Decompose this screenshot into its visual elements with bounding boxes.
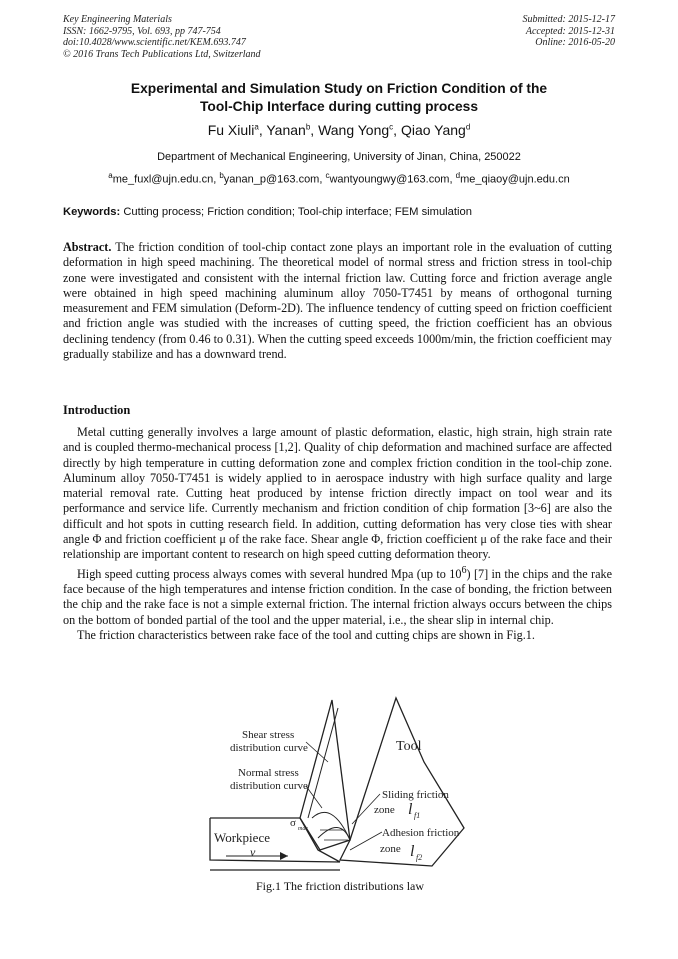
title-line-2: Tool-Chip Interface during cutting process	[200, 99, 478, 114]
accepted-date: Accepted: 2015-12-31	[525, 25, 615, 37]
abstract	[63, 240, 612, 362]
author-name: Fu Xiuli	[207, 122, 255, 138]
author-name: Qiao Yang	[400, 122, 466, 138]
tool-outline	[340, 698, 464, 866]
author-name: Wang Yong	[318, 122, 390, 138]
friction-figure	[200, 690, 480, 880]
abstract-label: Abstract.	[63, 240, 112, 254]
title-line-1: Experimental and Simulation Study on Friction Condition of the	[130, 81, 548, 96]
author-marker: b	[305, 122, 311, 132]
shear-pointer-line	[306, 742, 328, 762]
intro-paragraph-2	[63, 563, 612, 628]
online-date: Online: 2016-05-20	[535, 37, 615, 48]
email-marker: b	[219, 171, 224, 180]
author-list: Fu Xiuli$^a$, Yanan$^b$, Wang Yong$^c$, Qiao Yang$^d$	[207, 122, 471, 138]
issn-line: ISSN: 1662-9795, Vol. 693, pp 747-754	[63, 25, 221, 37]
workpiece-label: Workpiece	[214, 830, 270, 845]
journal-header-right	[523, 14, 616, 49]
intro-paragraph-3: The friction characteristics between rake face of the tool and cutting chips are shown in Fig.1.	[77, 627, 535, 642]
velocity-arrow-head	[280, 852, 288, 860]
exponent: 6	[461, 564, 467, 576]
copyright-line: © 2016 Trans Tech Publications Ltd, Switzerland	[63, 48, 261, 60]
lf2-symbol: l	[410, 843, 415, 860]
author-marker: a	[254, 122, 259, 132]
affiliation: Department of Mechanical Engineering, University of Jinan, China, 250022	[157, 151, 521, 163]
email-address[interactable]: yanan_p@163.com	[223, 173, 320, 186]
lf1-subscript: f1	[414, 811, 421, 820]
tool-label: Tool	[396, 739, 422, 754]
normal-label-1: Normal stress	[238, 767, 299, 779]
sigma-subscript: max	[298, 826, 308, 832]
author-name: Yanan	[266, 122, 306, 138]
adhesion-pointer-line	[350, 832, 382, 850]
keywords	[63, 206, 472, 218]
email-marker: d	[455, 171, 461, 180]
velocity-label: v	[250, 845, 256, 859]
section-heading-introduction: Introduction	[63, 403, 131, 417]
email-list: $^a$me_fuxl@ujn.edu.cn, $^b$yanan_p@163.com, $^c$wantyoungwy@163.com, $^d$me_qiaoy@ujn.edu.cn	[108, 171, 570, 186]
submitted-date: Submitted: 2015-12-17	[522, 14, 615, 25]
normal-pointer-line	[306, 786, 322, 808]
shear-label-2: distribution curve	[230, 742, 308, 754]
intro-paragraph-1: Metal cutting generally involves a large amount of plastic deformation, elastic, high strain, high strain rate and is coupled thermo-mechanical process [1,2]. Quality of chip deformation and machined surface are affected directly by high temperature in cutting deformation zone and complex friction condition in the tool-chip zone. Aluminum alloy 7050-T7451 is widely applied to in aerospace industry with high surface quality and large material removal rate. Cutting heat produced by intense friction directly impact on tool wear and its performance and service life. Currently mechanism and friction condition of chip formation [3~6] are also the difficult and hot spots in cutting research field. In addition, cutting deformation has very close ties with shear angle Φ and friction coefficient μ of the rake face. Shear angle Φ, friction coefficient μ of the rake face and their relationship are important content to research on high speed cutting deformation theory.	[63, 425, 612, 562]
journal-header-left	[63, 14, 261, 60]
sigma-label: σ	[290, 817, 296, 829]
keywords-text: Cutting process; Friction condition; Tool-chip interface; FEM simulation	[123, 206, 472, 218]
sliding-label-2: zone	[374, 804, 395, 816]
keywords-label: Keywords:	[63, 206, 121, 218]
sliding-label-1: Sliding friction	[382, 789, 449, 801]
figure-caption: Fig.1 The friction distributions law	[255, 879, 425, 893]
chip-inner-line	[308, 708, 338, 818]
shear-stress-curve	[318, 827, 350, 840]
paper-title	[40, 80, 638, 116]
intro-p2-part-b: ) [7] in the chips and the rake face because of the high temperatures and intense friction condition. In the case of bonding, the friction between the chip and the rake face is not a simple external friction. The internal friction always occurs between the chips on the bottom of bonded partial of the tool and the upper material, i.e., the shear slip in internal chip.	[63, 566, 612, 627]
lf1-symbol: l	[408, 801, 413, 818]
introduction-body	[63, 425, 612, 643]
email-address[interactable]: me_fuxl@ujn.edu.cn	[112, 173, 214, 186]
abstract-text: The friction condition of tool-chip contact zone plays an important role in the evaluation of cutting deformation in high speed machining. The theoretical model of normal stress and friction stress in tool-chip zone were investigated and consistent with the internal friction law. Cutting force and friction average angle were obtained in high speed machining aluminum alloy 7050-T7451 by means of orthogonal turning measurement and FEM simulation (Deform-2D). The influence tendency of cutting speed on friction coefficient and friction angle was studied with the increases of cutting speed, the friction coefficient has an obvious declining tendency (from 0.46 to 0.31). When the cutting speed exceeds 1000m/min, the friction coefficient may gradually stabilize and has a downward trend.	[63, 240, 612, 362]
email-marker: c	[325, 171, 330, 180]
adhesion-label-2: zone	[380, 843, 401, 855]
normal-stress-curve	[312, 812, 350, 840]
email-address[interactable]: wantyoungwy@163.com	[329, 173, 450, 186]
author-marker: d	[465, 122, 471, 132]
email-address[interactable]: me_qiaoy@ujn.edu.cn	[460, 173, 570, 186]
adhesion-label-1: Adhesion friction	[382, 827, 460, 839]
intro-p2-part-a: High speed cutting process always comes with several hundred Mpa (up to 10	[77, 566, 462, 581]
shear-label-1: Shear stress	[242, 729, 295, 741]
lf2-subscript: f2	[416, 853, 423, 862]
normal-label-2: distribution curve	[230, 780, 308, 792]
email-marker: a	[108, 171, 113, 180]
author-marker: c	[389, 122, 394, 132]
doi-line: doi:10.4028/www.scientific.net/KEM.693.747	[63, 37, 246, 48]
journal-name: Key Engineering Materials	[63, 14, 172, 25]
